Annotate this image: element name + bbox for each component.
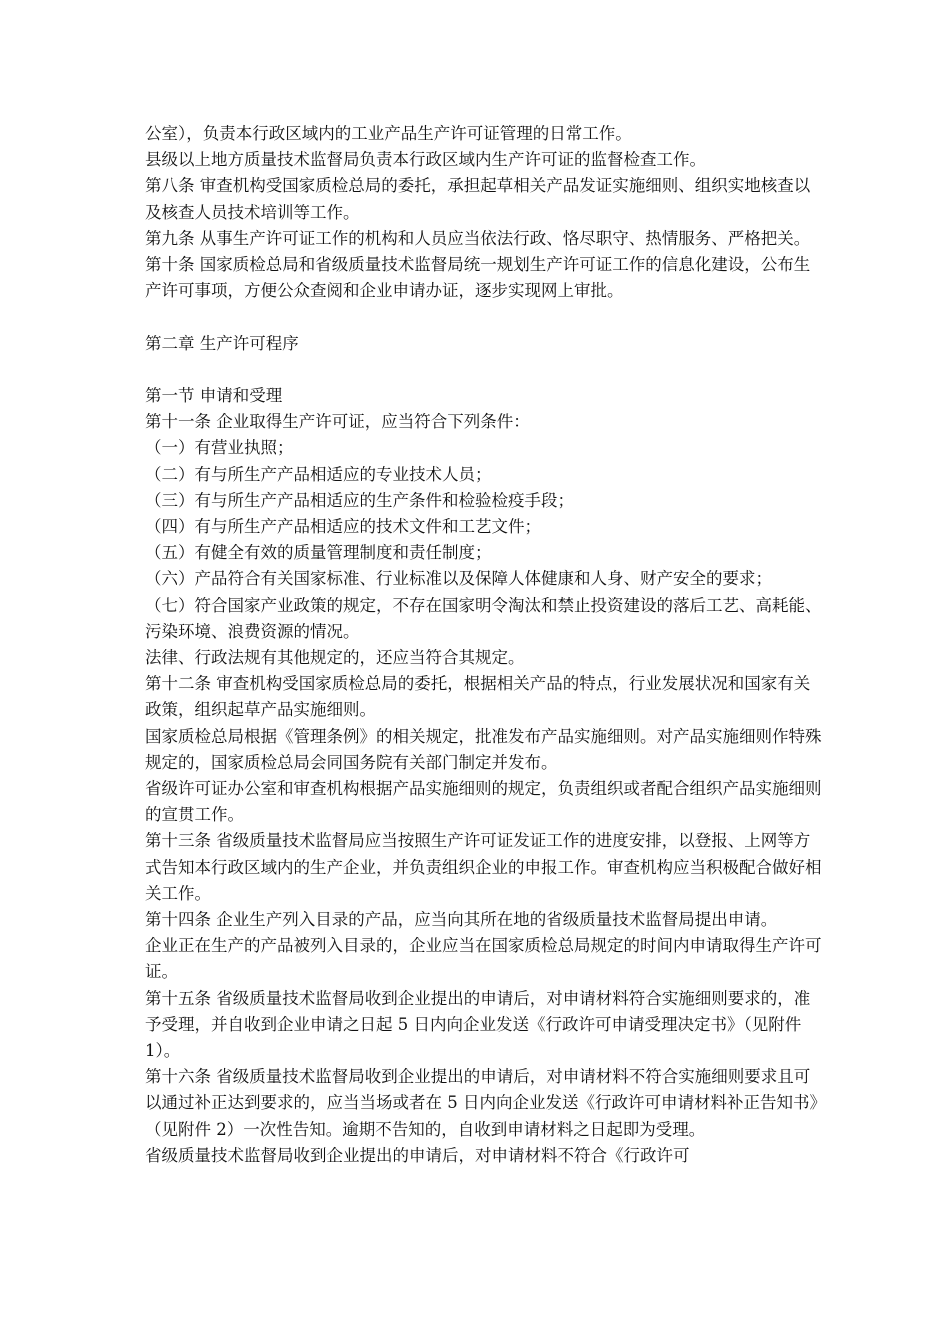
article-12: 第十二条 审查机构受国家质检总局的委托，根据相关产品的特点，行业发展状况和国家有关政策，组织起草产品实施细则。 <box>145 674 811 720</box>
paragraph: 法律、行政法规有其他规定的，还应当符合其规定。 <box>145 648 525 668</box>
condition-item: （四）有与所生产产品相适应的技术文件和工艺文件； <box>145 517 541 537</box>
paragraph: 省级许可证办公室和审查机构根据产品实施细则的规定，负责组织或者配合组织产品实施细则的宣贯工作。 <box>145 779 822 825</box>
document-body <box>145 121 825 1169</box>
article-16: 第十六条 省级质量技术监督局收到企业提出的申请后，对申请材料不符合实施细则要求且可以通过补正达到要求的，应当当场或者在 5 日内向企业发送《行政许可申请材料补正告知书》（见附件 2）一次性告知。逾期不告知的，自收到申请材料之日起即为受理。 <box>145 1067 818 1139</box>
paragraph: 公室），负责本行政区域内的工业产品生产许可证管理的日常工作。 <box>145 124 632 143</box>
paragraph: 县级以上地方质量技术监督局负责本行政区域内生产许可证的监督检查工作。 <box>145 150 706 170</box>
condition-item: （二）有与所生产产品相适应的专业技术人员； <box>145 464 492 484</box>
condition-item: （一）有营业执照； <box>145 438 294 458</box>
article-8: 第八条 审查机构受国家质检总局的委托，承担起草相关产品发证实施细则、组织实地核查以及核查人员技术培训等工作。 <box>145 176 811 222</box>
article-15: 第十五条 省级质量技术监督局收到企业提出的申请后，对申请材料符合实施细则要求的，准予受理，并自收到企业申请之日起 5 日内向企业发送《行政许可申请受理决定书》（见附件 1）。 <box>145 988 811 1061</box>
paragraph: 省级质量技术监督局收到企业提出的申请后，对申请材料不符合《行政许可 <box>145 1145 690 1165</box>
blank-line <box>145 304 825 330</box>
paragraph: 企业正在生产的产品被列入目录的，企业应当在国家质检总局规定的时间内申请取得生产许可证。 <box>145 936 822 982</box>
section-heading: 第一节 申请和受理 <box>145 386 283 405</box>
paragraph: 国家质检总局根据《管理条例》的相关规定，批准发布产品实施细则。对产品实施细则作特殊规定的，国家质检总局会同国务院有关部门制定并发布。 <box>145 726 822 772</box>
article-11: 第十一条 企业取得生产许可证，应当符合下列条件： <box>145 412 530 432</box>
condition-item: （三）有与所生产产品相适应的生产条件和检验检疫手段； <box>145 490 574 510</box>
blank-line <box>145 357 825 383</box>
condition-item: （五）有健全有效的质量管理制度和责任制度； <box>145 543 492 563</box>
article-14: 第十四条 企业生产列入目录的产品，应当向其所在地的省级质量技术监督局提出申请。 <box>145 910 778 930</box>
condition-item: （六）产品符合有关国家标准、行业标准以及保障人体健康和人身、财产安全的要求； <box>145 569 772 589</box>
article-13: 第十三条 省级质量技术监督局应当按照生产许可证发证工作的进度安排，以登报、上网等方式告知本行政区域内的生产企业，并负责组织企业的申报工作。审查机构应当积极配合做好相关工作。 <box>145 831 822 903</box>
chapter-heading: 第二章 生产许可程序 <box>145 333 299 353</box>
article-9: 第九条 从事生产许可证工作的机构和人员应当依法行政、恪尽职守、热情服务、严格把关。 <box>145 228 811 248</box>
condition-item: （七）符合国家产业政策的规定，不存在国家明令淘汰和禁止投资建设的落后工艺、高耗能、污染环境、浪费资源的情况。 <box>145 595 822 641</box>
article-10: 第十条 国家质检总局和省级质量技术监督局统一规划生产许可证工作的信息化建设，公布生产许可事项，方便公众查阅和企业申请办证，逐步实现网上审批。 <box>145 255 811 301</box>
